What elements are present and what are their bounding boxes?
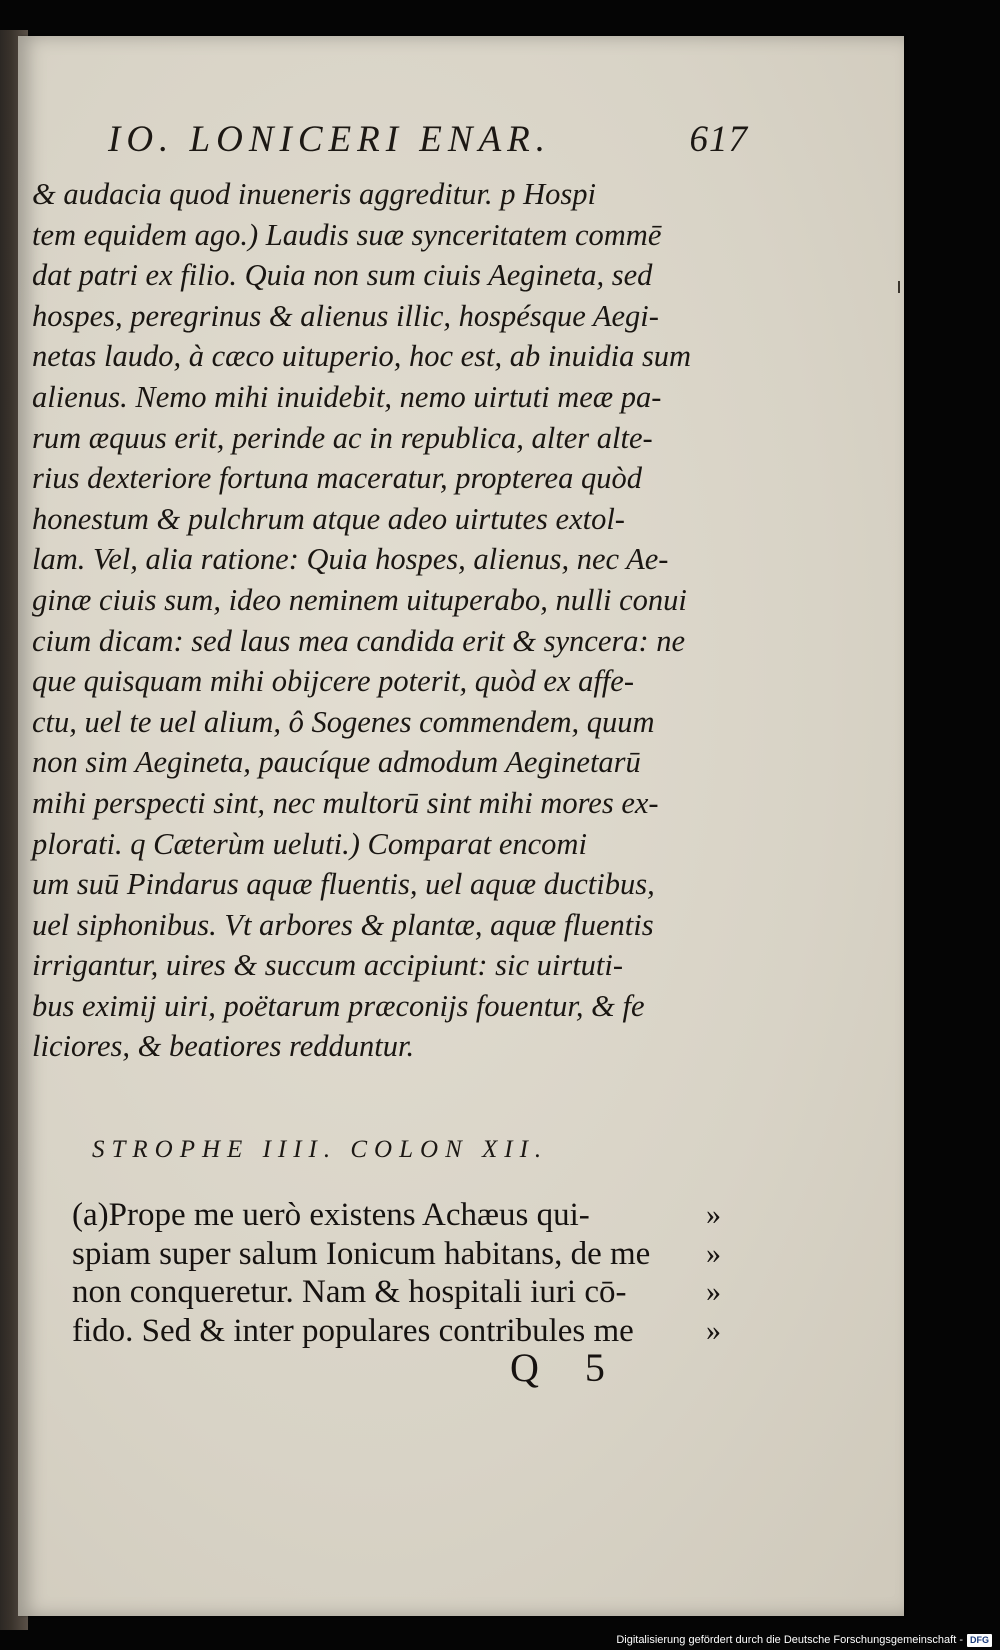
commentary-line: non sim Aegineta, paucíque admodum Aeginetarū — [32, 745, 641, 780]
commentary-line: & audacia quod inueneris aggreditur. p Hospi — [32, 177, 596, 211]
commentary-line: dat patri ex filio. Quia non sum ciuis Aegineta, sed — [32, 258, 653, 293]
translation-line: (a)Prope me uerò existens Achæus qui- — [72, 1197, 590, 1233]
section-heading: STROPHE IIII. COLON XII. — [92, 1136, 549, 1163]
commentary-line: bus eximij uiri, poëtarum præconijs fouentur, & fe — [32, 988, 645, 1023]
commentary-line: ginæ ciuis sum, ideo neminem uituperabo, nulli conui — [32, 582, 687, 617]
commentary-line: lam. Vel, alia ratione: Quia hospes, alienus, nec Ae- — [32, 542, 669, 577]
digitization-footer — [616, 1632, 992, 1648]
commentary-line: mihi perspecti sint, nec multorū sint mihi mores ex- — [32, 785, 659, 820]
commentary-line: liciores, & beatiores redduntur. — [32, 1029, 415, 1064]
footer-text: Digitalisierung gefördert durch die Deutsche Forschungsgemeinschaft - — [616, 1634, 963, 1646]
running-head — [108, 118, 748, 168]
marginal-quote-marks — [706, 1196, 746, 1350]
quote-mark: » — [706, 1275, 721, 1308]
commentary-line: uel siphonibus. Vt arbores & plantæ, aquæ fluentis — [32, 907, 654, 942]
commentary-line: irrigantur, uires & succum accipiunt: sic uirtuti- — [32, 948, 624, 983]
commentary-line: um suū Pindarus aquæ fluentis, uel aquæ ductibus, — [32, 867, 655, 902]
translation-line: fido. Sed & inter populares contribules me — [72, 1312, 634, 1349]
margin-mark — [898, 281, 900, 293]
commentary-line: rius dexteriore fortuna maceratur, propterea quòd — [32, 461, 642, 496]
commentary-line: netas laudo, à cæco uituperio, hoc est, ab inuidia sum — [32, 339, 692, 374]
commentary-line: plorati. q Cæterùm ueluti.) Comparat encomi — [32, 826, 587, 861]
commentary-line: tem equidem ago.) Laudis suæ synceritatem commē — [32, 217, 662, 252]
quote-mark: » — [706, 1236, 721, 1270]
commentary-line: honestum & pulchrum atque adeo uirtutes extol- — [32, 501, 625, 536]
commentary-line: cium dicam: sed laus mea candida erit & syncera: ne — [32, 623, 686, 658]
quote-mark: » — [706, 1198, 721, 1231]
book-page — [18, 36, 904, 1616]
signature-mark: Q 5 — [510, 1345, 623, 1390]
commentary-line: alienus. Nemo mihi inuidebit, nemo uirtuti meæ pa- — [32, 379, 662, 414]
dfg-logo: DFG — [967, 1634, 992, 1647]
commentary-text-block — [32, 174, 712, 1067]
commentary-line: ctu, uel te uel alium, ô Sogenes commendem, quum — [32, 704, 655, 739]
commentary-line: que quisquam mihi obijcere poterit, quòd ex affe- — [32, 664, 634, 699]
page-number: 617 — [689, 119, 748, 160]
translation-line: non conqueretur. Nam & hospitali iuri cō- — [72, 1274, 627, 1310]
commentary-line: hospes, peregrinus & alienus illic, hospésque Aegi- — [32, 298, 659, 333]
running-head-title: IO. LONICERI ENAR. — [108, 119, 552, 160]
commentary-line: rum æquus erit, perinde ac in republica, alter alte- — [32, 420, 653, 455]
translation-text-block — [72, 1196, 732, 1350]
translation-line: spiam super salum Ionicum habitans, de me — [72, 1235, 651, 1272]
quote-mark: » — [706, 1313, 721, 1347]
